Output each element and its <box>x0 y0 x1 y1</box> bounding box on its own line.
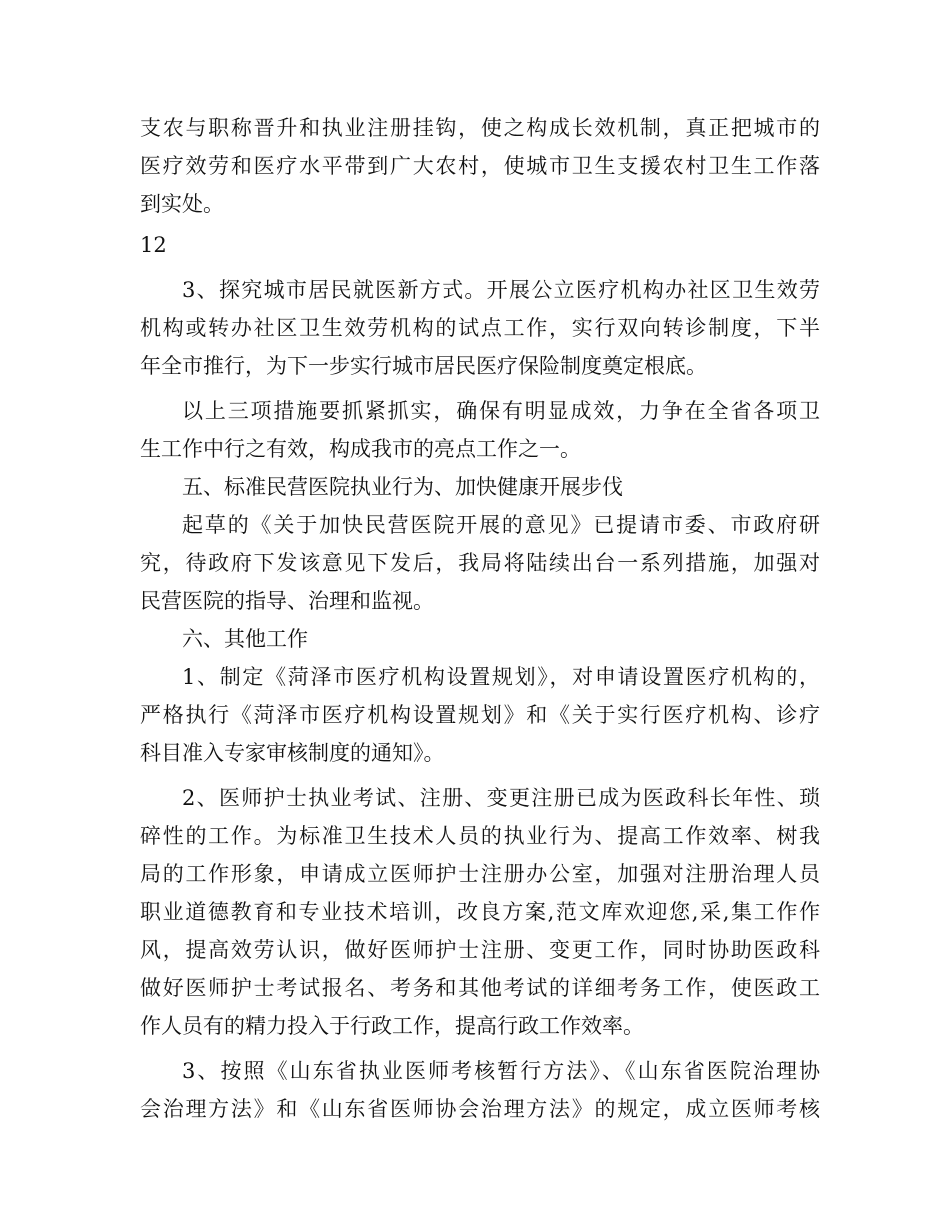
text-line: 机构或转办社区卫生效劳机构的试点工作，实行双向转诊制度，下半 <box>140 316 820 340</box>
text-line: 支农与职称晋升和执业注册挂钩，使之构成长效机制，真正把城市的 <box>140 116 820 140</box>
text-line: 年全市推行，为下一步实行城市居民医疗保险制度奠定根底。 <box>140 354 707 378</box>
text-line: 民营医院的指导、治理和监视。 <box>140 589 434 613</box>
text-line: 作人员有的精力投入于行政工作，提高行政工作效率。 <box>140 1014 644 1038</box>
paragraph-line: 起草的《关于加快民营医院开展的意见》已提请市委、市政府研 <box>182 513 820 537</box>
text-line: 碎性的工作。为标准卫生技术人员的执业行为、提高工作效率、树我 <box>140 824 820 848</box>
text-line: 生工作中行之有效，构成我市的亮点工作之一。 <box>140 437 581 461</box>
text-line: 究，待政府下发该意见下发后，我局将陆续出台一系列措施，加强对 <box>140 551 820 575</box>
text-line: 会治理方法》和《山东省医师协会治理方法》的规定，成立医师考核 <box>140 1097 820 1121</box>
paragraph-line: 1、制定《菏泽市医疗机构设置规划》，对申请设置医疗机构的， <box>182 665 820 689</box>
section-heading: 五、标准民营医院执业行为、加快健康开展步伐 <box>182 475 623 499</box>
text-line: 职业道德教育和专业技术培训，改良方案,范文库欢迎您,采,集工作作 <box>140 900 820 924</box>
document-body <box>140 109 820 1128</box>
text-line: 科目准入专家审核制度的通知》。 <box>140 741 445 765</box>
text-line: 到实处。 <box>140 192 224 216</box>
text-line: 医疗效劳和医疗水平带到广大农村，使城市卫生支援农村卫生工作落 <box>140 154 820 178</box>
paragraph-line: 2、医师护士执业考试、注册、变更注册已成为医政科长年性、琐 <box>182 786 820 810</box>
paragraph-line: 3、探究城市居民就医新方式。开展公立医疗机构办社区卫生效劳 <box>182 278 820 302</box>
text-line: 严格执行《菏泽市医疗机构设置规划》和《关于实行医疗机构、诊疗 <box>140 703 820 727</box>
section-heading: 六、其他工作 <box>182 627 308 651</box>
paragraph-line: 以上三项措施要抓紧抓实，确保有明显成效，力争在全省各项卫 <box>182 399 820 423</box>
page-number-line: 12 <box>140 233 167 257</box>
text-line: 做好医师护士考试报名、考务和其他考试的详细考务工作，使医政工 <box>140 976 820 1000</box>
text-line: 局的工作形象，申请成立医师护士注册办公室，加强对注册治理人员 <box>140 862 820 886</box>
paragraph-line: 3、按照《山东省执业医师考核暂行方法》、《山东省医院治理协 <box>182 1059 820 1083</box>
text-line: 风，提高效劳认识，做好医师护士注册、变更工作，同时协助医政科 <box>140 938 820 962</box>
